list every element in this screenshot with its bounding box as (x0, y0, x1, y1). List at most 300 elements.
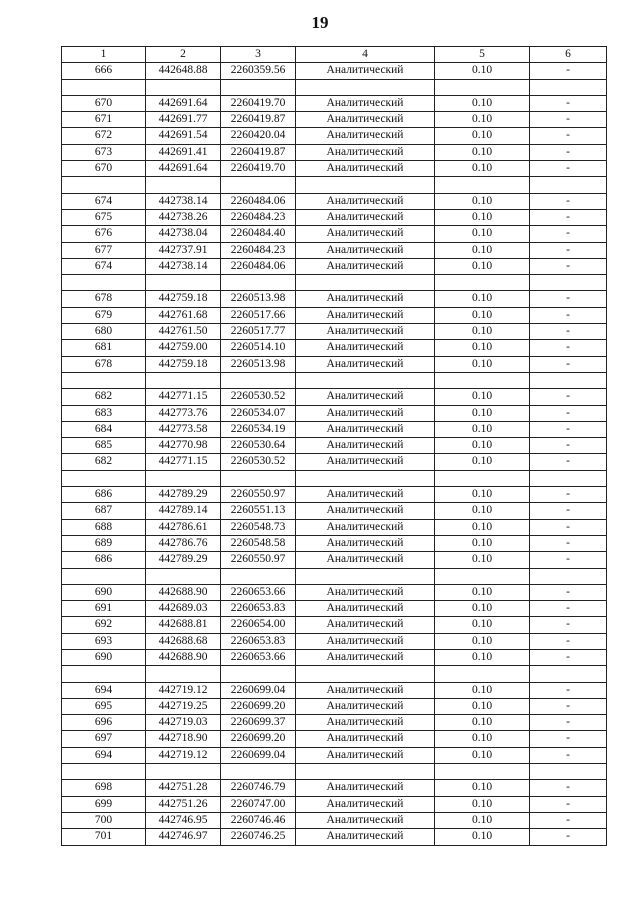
point-number-cell: 692 (62, 617, 146, 633)
method-cell: Аналитический (296, 340, 435, 356)
point-number-cell: 698 (62, 780, 146, 796)
accuracy-cell: 0.10 (435, 731, 530, 747)
method-cell: Аналитический (296, 747, 435, 763)
table-row (62, 633, 607, 649)
point-number-cell: 683 (62, 405, 146, 421)
note-cell: - (530, 307, 607, 323)
method-cell: Аналитический (296, 633, 435, 649)
y-coordinate-cell: 2260699.04 (221, 682, 296, 698)
accuracy-cell: 0.10 (435, 682, 530, 698)
method-cell: Аналитический (296, 682, 435, 698)
table-row (62, 796, 607, 812)
accuracy-cell: 0.10 (435, 307, 530, 323)
x-coordinate-cell: 442761.50 (146, 324, 221, 340)
table-row (62, 63, 607, 79)
point-number-cell (62, 470, 146, 486)
y-coordinate-cell: 2260419.87 (221, 112, 296, 128)
accuracy-cell: 0.10 (435, 258, 530, 274)
point-number-cell: 691 (62, 601, 146, 617)
table-row (62, 340, 607, 356)
accuracy-cell: 0.10 (435, 405, 530, 421)
method-cell: Аналитический (296, 405, 435, 421)
table-row (62, 780, 607, 796)
method-cell: Аналитический (296, 356, 435, 372)
y-coordinate-cell: 2260484.06 (221, 258, 296, 274)
coordinates-table-body (62, 47, 607, 846)
method-cell: Аналитический (296, 242, 435, 258)
accuracy-cell (435, 764, 530, 780)
accuracy-cell: 0.10 (435, 698, 530, 714)
point-number-cell: 666 (62, 63, 146, 79)
accuracy-cell: 0.10 (435, 715, 530, 731)
method-cell: Аналитический (296, 454, 435, 470)
method-cell: Аналитический (296, 503, 435, 519)
point-number-cell: 681 (62, 340, 146, 356)
method-cell: Аналитический (296, 812, 435, 828)
note-cell: - (530, 291, 607, 307)
x-coordinate-cell: 442691.64 (146, 161, 221, 177)
note-cell: - (530, 747, 607, 763)
point-number-cell: 675 (62, 209, 146, 225)
point-number-cell: 682 (62, 389, 146, 405)
note-cell: - (530, 95, 607, 111)
y-coordinate-cell: 2260420.04 (221, 128, 296, 144)
x-coordinate-cell: 442771.15 (146, 389, 221, 405)
separator-row (62, 764, 607, 780)
x-coordinate-cell: 442691.77 (146, 112, 221, 128)
accuracy-cell: 0.10 (435, 487, 530, 503)
x-coordinate-cell: 442691.64 (146, 95, 221, 111)
note-cell (530, 177, 607, 193)
accuracy-cell: 0.10 (435, 144, 530, 160)
table-row (62, 454, 607, 470)
method-cell: Аналитический (296, 421, 435, 437)
method-cell: Аналитический (296, 649, 435, 665)
note-cell: - (530, 649, 607, 665)
x-coordinate-cell: 442718.90 (146, 731, 221, 747)
method-cell (296, 568, 435, 584)
x-coordinate-cell: 442759.18 (146, 291, 221, 307)
point-number-cell: 694 (62, 682, 146, 698)
y-coordinate-cell: 2260699.04 (221, 747, 296, 763)
point-number-cell: 678 (62, 356, 146, 372)
accuracy-cell: 0.10 (435, 584, 530, 600)
table-row (62, 617, 607, 633)
y-coordinate-cell: 2260359.56 (221, 63, 296, 79)
note-cell: - (530, 503, 607, 519)
note-cell: - (530, 829, 607, 845)
y-coordinate-cell: 2260654.00 (221, 617, 296, 633)
method-cell: Аналитический (296, 715, 435, 731)
x-coordinate-cell: 442789.29 (146, 487, 221, 503)
method-cell: Аналитический (296, 731, 435, 747)
x-coordinate-cell: 442771.15 (146, 454, 221, 470)
separator-row (62, 470, 607, 486)
separator-row (62, 275, 607, 291)
method-cell: Аналитический (296, 258, 435, 274)
separator-row (62, 568, 607, 584)
accuracy-cell (435, 470, 530, 486)
point-number-cell (62, 764, 146, 780)
note-cell: - (530, 780, 607, 796)
note-cell (530, 79, 607, 95)
header-cell: 1 (62, 47, 146, 63)
method-cell: Аналитический (296, 324, 435, 340)
note-cell: - (530, 633, 607, 649)
y-coordinate-cell: 2260699.20 (221, 698, 296, 714)
x-coordinate-cell (146, 764, 221, 780)
method-cell (296, 470, 435, 486)
y-coordinate-cell: 2260419.87 (221, 144, 296, 160)
x-coordinate-cell (146, 275, 221, 291)
y-coordinate-cell: 2260419.70 (221, 95, 296, 111)
y-coordinate-cell (221, 177, 296, 193)
table-row (62, 698, 607, 714)
note-cell (530, 568, 607, 584)
table-row (62, 715, 607, 731)
y-coordinate-cell (221, 372, 296, 388)
note-cell: - (530, 242, 607, 258)
x-coordinate-cell: 442688.81 (146, 617, 221, 633)
y-coordinate-cell: 2260530.52 (221, 454, 296, 470)
accuracy-cell: 0.10 (435, 796, 530, 812)
note-cell: - (530, 519, 607, 535)
note-cell: - (530, 617, 607, 633)
table-row (62, 519, 607, 535)
note-cell: - (530, 356, 607, 372)
note-cell: - (530, 535, 607, 551)
note-cell (530, 372, 607, 388)
accuracy-cell: 0.10 (435, 324, 530, 340)
method-cell: Аналитический (296, 780, 435, 796)
point-number-cell: 678 (62, 291, 146, 307)
point-number-cell: 686 (62, 552, 146, 568)
x-coordinate-cell (146, 568, 221, 584)
point-number-cell: 690 (62, 649, 146, 665)
method-cell: Аналитический (296, 112, 435, 128)
x-coordinate-cell: 442746.97 (146, 829, 221, 845)
note-cell: - (530, 209, 607, 225)
method-cell: Аналитический (296, 209, 435, 225)
x-coordinate-cell (146, 372, 221, 388)
accuracy-cell: 0.10 (435, 617, 530, 633)
method-cell (296, 372, 435, 388)
header-cell: 5 (435, 47, 530, 63)
method-cell: Аналитический (296, 193, 435, 209)
table-row (62, 438, 607, 454)
accuracy-cell: 0.10 (435, 242, 530, 258)
y-coordinate-cell: 2260534.07 (221, 405, 296, 421)
table-row (62, 307, 607, 323)
header-cell: 6 (530, 47, 607, 63)
table-row (62, 226, 607, 242)
y-coordinate-cell (221, 470, 296, 486)
accuracy-cell (435, 177, 530, 193)
accuracy-cell: 0.10 (435, 454, 530, 470)
accuracy-cell: 0.10 (435, 356, 530, 372)
point-number-cell: 682 (62, 454, 146, 470)
point-number-cell: 701 (62, 829, 146, 845)
y-coordinate-cell (221, 79, 296, 95)
y-coordinate-cell: 2260699.37 (221, 715, 296, 731)
method-cell: Аналитический (296, 552, 435, 568)
accuracy-cell: 0.10 (435, 601, 530, 617)
point-number-cell: 693 (62, 633, 146, 649)
table-row (62, 552, 607, 568)
point-number-cell: 671 (62, 112, 146, 128)
method-cell: Аналитический (296, 617, 435, 633)
point-number-cell: 677 (62, 242, 146, 258)
point-number-cell (62, 275, 146, 291)
y-coordinate-cell (221, 764, 296, 780)
point-number-cell: 699 (62, 796, 146, 812)
table-row (62, 503, 607, 519)
note-cell: - (530, 144, 607, 160)
y-coordinate-cell: 2260653.66 (221, 649, 296, 665)
accuracy-cell (435, 79, 530, 95)
table-row (62, 812, 607, 828)
x-coordinate-cell: 442719.03 (146, 715, 221, 731)
accuracy-cell: 0.10 (435, 128, 530, 144)
accuracy-cell (435, 568, 530, 584)
x-coordinate-cell (146, 177, 221, 193)
y-coordinate-cell (221, 666, 296, 682)
point-number-cell: 697 (62, 731, 146, 747)
y-coordinate-cell: 2260513.98 (221, 291, 296, 307)
point-number-cell: 674 (62, 193, 146, 209)
table-row (62, 829, 607, 845)
method-cell (296, 764, 435, 780)
table-row (62, 747, 607, 763)
y-coordinate-cell: 2260517.66 (221, 307, 296, 323)
point-number-cell: 684 (62, 421, 146, 437)
method-cell: Аналитический (296, 161, 435, 177)
x-coordinate-cell: 442746.95 (146, 812, 221, 828)
table-row (62, 584, 607, 600)
point-number-cell: 694 (62, 747, 146, 763)
y-coordinate-cell: 2260484.23 (221, 209, 296, 225)
table-row (62, 487, 607, 503)
y-coordinate-cell: 2260699.20 (221, 731, 296, 747)
accuracy-cell: 0.10 (435, 812, 530, 828)
accuracy-cell: 0.10 (435, 535, 530, 551)
y-coordinate-cell: 2260419.70 (221, 161, 296, 177)
note-cell: - (530, 193, 607, 209)
x-coordinate-cell: 442773.58 (146, 421, 221, 437)
separator-row (62, 372, 607, 388)
point-number-cell: 686 (62, 487, 146, 503)
note-cell: - (530, 487, 607, 503)
note-cell: - (530, 340, 607, 356)
x-coordinate-cell: 442648.88 (146, 63, 221, 79)
method-cell: Аналитический (296, 796, 435, 812)
x-coordinate-cell: 442786.76 (146, 535, 221, 551)
x-coordinate-cell: 442738.04 (146, 226, 221, 242)
method-cell: Аналитический (296, 291, 435, 307)
y-coordinate-cell: 2260530.52 (221, 389, 296, 405)
point-number-cell: 674 (62, 258, 146, 274)
y-coordinate-cell: 2260513.98 (221, 356, 296, 372)
y-coordinate-cell: 2260548.58 (221, 535, 296, 551)
accuracy-cell: 0.10 (435, 649, 530, 665)
method-cell: Аналитический (296, 601, 435, 617)
y-coordinate-cell: 2260551.13 (221, 503, 296, 519)
point-number-cell: 685 (62, 438, 146, 454)
accuracy-cell: 0.10 (435, 519, 530, 535)
page-number: 19 (311, 13, 329, 32)
x-coordinate-cell: 442759.18 (146, 356, 221, 372)
note-cell: - (530, 731, 607, 747)
point-number-cell (62, 372, 146, 388)
x-coordinate-cell: 442719.12 (146, 682, 221, 698)
note-cell (530, 275, 607, 291)
note-cell: - (530, 324, 607, 340)
x-coordinate-cell (146, 470, 221, 486)
table-row (62, 324, 607, 340)
y-coordinate-cell: 2260548.73 (221, 519, 296, 535)
x-coordinate-cell: 442689.03 (146, 601, 221, 617)
point-number-cell: 676 (62, 226, 146, 242)
method-cell: Аналитический (296, 128, 435, 144)
separator-row (62, 666, 607, 682)
point-number-cell: 690 (62, 584, 146, 600)
note-cell: - (530, 258, 607, 274)
accuracy-cell: 0.10 (435, 63, 530, 79)
table-row (62, 95, 607, 111)
method-cell: Аналитический (296, 698, 435, 714)
accuracy-cell: 0.10 (435, 340, 530, 356)
note-cell: - (530, 389, 607, 405)
y-coordinate-cell: 2260484.06 (221, 193, 296, 209)
point-number-cell: 696 (62, 715, 146, 731)
note-cell: - (530, 112, 607, 128)
note-cell: - (530, 63, 607, 79)
note-cell: - (530, 601, 607, 617)
coordinates-table (61, 46, 607, 846)
table-row (62, 356, 607, 372)
table-row (62, 193, 607, 209)
point-number-cell (62, 177, 146, 193)
note-cell (530, 764, 607, 780)
point-number-cell: 680 (62, 324, 146, 340)
note-cell: - (530, 421, 607, 437)
note-cell: - (530, 405, 607, 421)
x-coordinate-cell: 442751.28 (146, 780, 221, 796)
method-cell: Аналитический (296, 307, 435, 323)
note-cell: - (530, 698, 607, 714)
y-coordinate-cell: 2260747.00 (221, 796, 296, 812)
x-coordinate-cell: 442719.12 (146, 747, 221, 763)
x-coordinate-cell: 442691.54 (146, 128, 221, 144)
method-cell: Аналитический (296, 438, 435, 454)
point-number-cell: 689 (62, 535, 146, 551)
note-cell: - (530, 454, 607, 470)
note-cell: - (530, 161, 607, 177)
accuracy-cell: 0.10 (435, 747, 530, 763)
accuracy-cell: 0.10 (435, 226, 530, 242)
y-coordinate-cell: 2260550.97 (221, 552, 296, 568)
method-cell (296, 275, 435, 291)
method-cell (296, 79, 435, 95)
y-coordinate-cell: 2260484.23 (221, 242, 296, 258)
note-cell (530, 666, 607, 682)
note-cell: - (530, 584, 607, 600)
note-cell: - (530, 715, 607, 731)
y-coordinate-cell: 2260746.25 (221, 829, 296, 845)
table-row (62, 682, 607, 698)
x-coordinate-cell: 442761.68 (146, 307, 221, 323)
accuracy-cell (435, 666, 530, 682)
x-coordinate-cell: 442786.61 (146, 519, 221, 535)
x-coordinate-cell: 442738.14 (146, 193, 221, 209)
accuracy-cell: 0.10 (435, 389, 530, 405)
x-coordinate-cell (146, 79, 221, 95)
header-cell: 2 (146, 47, 221, 63)
header-cell: 3 (221, 47, 296, 63)
point-number-cell (62, 79, 146, 95)
header-cell: 4 (296, 47, 435, 63)
method-cell: Аналитический (296, 519, 435, 535)
note-cell: - (530, 682, 607, 698)
x-coordinate-cell: 442738.26 (146, 209, 221, 225)
accuracy-cell (435, 372, 530, 388)
method-cell: Аналитический (296, 487, 435, 503)
table-header-row (62, 47, 607, 63)
accuracy-cell: 0.10 (435, 95, 530, 111)
note-cell: - (530, 128, 607, 144)
x-coordinate-cell: 442688.68 (146, 633, 221, 649)
method-cell (296, 177, 435, 193)
method-cell: Аналитический (296, 584, 435, 600)
accuracy-cell: 0.10 (435, 209, 530, 225)
method-cell: Аналитический (296, 535, 435, 551)
note-cell: - (530, 552, 607, 568)
point-number-cell: 687 (62, 503, 146, 519)
accuracy-cell: 0.10 (435, 291, 530, 307)
table-row (62, 128, 607, 144)
x-coordinate-cell: 442719.25 (146, 698, 221, 714)
table-row (62, 389, 607, 405)
x-coordinate-cell: 442789.14 (146, 503, 221, 519)
table-row (62, 649, 607, 665)
y-coordinate-cell: 2260530.64 (221, 438, 296, 454)
y-coordinate-cell: 2260550.97 (221, 487, 296, 503)
table-row (62, 144, 607, 160)
point-number-cell (62, 568, 146, 584)
method-cell: Аналитический (296, 63, 435, 79)
table-row (62, 242, 607, 258)
x-coordinate-cell: 442738.14 (146, 258, 221, 274)
note-cell (530, 470, 607, 486)
x-coordinate-cell: 442759.00 (146, 340, 221, 356)
table-row (62, 601, 607, 617)
y-coordinate-cell: 2260653.83 (221, 633, 296, 649)
point-number-cell: 688 (62, 519, 146, 535)
x-coordinate-cell: 442773.76 (146, 405, 221, 421)
method-cell (296, 666, 435, 682)
accuracy-cell: 0.10 (435, 633, 530, 649)
method-cell: Аналитический (296, 144, 435, 160)
y-coordinate-cell: 2260746.79 (221, 780, 296, 796)
table-row (62, 112, 607, 128)
x-coordinate-cell: 442789.29 (146, 552, 221, 568)
accuracy-cell: 0.10 (435, 421, 530, 437)
y-coordinate-cell: 2260534.19 (221, 421, 296, 437)
method-cell: Аналитический (296, 226, 435, 242)
note-cell: - (530, 796, 607, 812)
y-coordinate-cell: 2260484.40 (221, 226, 296, 242)
separator-row (62, 79, 607, 95)
